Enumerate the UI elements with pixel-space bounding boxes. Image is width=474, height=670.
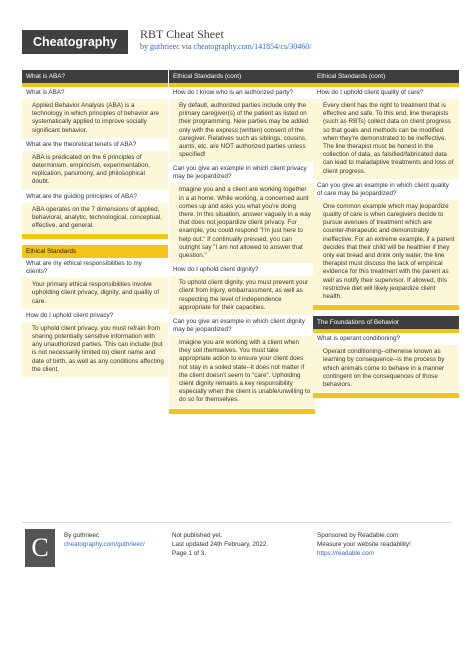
answer: ABA is predicated on the 6 principles of determinism, empiricism, experimentation, replication, parsimony, and philosophical doubt. [22,151,168,190]
section-header-ethical-standards-cont: Ethical Standards (cont) [169,70,315,87]
sheet-url-link[interactable]: cheatography.com/141854/cs/30460/ [193,42,312,51]
answer: Your primary ethical responsibilities involve upholding client privacy, dignity, and quality of care. [22,278,168,309]
question: Can you give an example in which client quality of care may be jeopardized? [317,181,449,197]
byline: by guthrieec via cheatography.com/141854/cs/30460/ [140,42,312,51]
section-header-ethical-standards-cont: Ethical Standards (cont) [313,70,459,87]
answer: Imagine you and a client are working together in a at home. While working, a concerned aunt comes up and asks you what you're doing there. In this situation, answer vaguely in a way that does not jeopardize client privacy. For example, you could respond "I'm just here to help out." If continually pressed, you can outright say "I am not allowed to answer that question." [169,183,315,263]
question: Can you give an example in which client dignity may be jeopardized? [173,318,305,334]
question: Can you give an example in which client privacy may be jeopardized? [173,165,307,181]
column-2 [169,70,315,420]
answer: Every client has the right to treatment that is effective and safe. To this end, line therapists (such as RBTs) collect data on client progress so that goals and methods can be modified when they're demonstrated to be ineffective. The line therapist must be honest in the collection of data, as falsified/fabricated data can lead to maladaptive treatments and loss of client progress. [313,99,459,179]
page-footer [22,522,452,577]
column-3 [313,70,459,404]
answer: Applied Behavior Analysis (ABA) is a technology in which principles of behavior are systematically applied to improve socially significant behavior. [22,99,168,138]
section-divider [22,234,168,239]
section-header-ethical-standards: Ethical Standards [22,245,168,258]
answer: Operant conditioning--otherwise known as learning by consequence--is the process by which animals come to behave in a manner contingent on the consequences of those behaviors. [313,345,459,392]
footer-publication: Not published yet. Last updated 24th February, 2022. Page 1 of 3. [172,532,269,557]
footer-sponsor: Sponsored by Readable.com Measure your website readability! https://readable.com [317,532,411,557]
section-divider [313,305,459,310]
question: How do I uphold client dignity? [173,266,259,274]
cheatography-logo[interactable]: Cheatography [22,30,128,54]
section-divider [169,409,315,414]
answer: By default, authorized parties include only the primary caregiver(s) of the patient as listed on their programming. New parties may be added only with the express (written) consent of the caregiver. Relatives such as siblings, cousins, aunts, etc. are NOT authorized parties unless specified! [169,99,315,162]
question: What are the theoretical tenets of ABA? [26,140,137,148]
section-divider [313,393,459,398]
column-1 [22,70,168,378]
page-title: RBT Cheat Sheet [140,27,224,41]
question: What are the guiding principles of ABA? [26,192,137,200]
answer: One common example which may jeopardize quality of care is when caregivers decide to pursue avenues of treatment which are counter-therapeutic and demonstrably ineffective. For an extreme example, if a parent decides that their child will be healthier if they only eat bread and drink only water, the line therapist must discuss the lack of empirical evidence for this treatment with the parent as well as notify their supervisor. If allowed, this restrictive diet will likely jeopardize client health. [313,200,459,304]
question: How do I uphold client quality of care? [317,89,424,96]
question: What is operant conditioning? [317,335,400,343]
section-header-what-is-aba: What is ABA? [22,70,168,87]
question: What are my ethical responsibilities to my clients? [26,260,142,276]
cheatography-c-icon: C [25,529,55,567]
answer: Imagine you are working with a client when they soil themselves. You must take appropriate action to ensure your client does not stay in a soiled state--it does not matter if the client doesn't seem to "care". Upholding client dignity remains a key responsibility especially when the client is unable/unwilling to do so for themselves. [169,336,315,408]
answer: To uphold client dignity, you must prevent your client from injury, embarrassment, as well as respecting the level of independence appropriate for their capacities. [169,276,315,315]
answer: ABA operates on the 7 dimensions of applied, behavioral, analytic, technological, conceptual, effective, and general. [22,203,168,234]
question: How do I uphold client privacy? [26,311,114,319]
footer-author: By guthrieec cheatography.com/guthrieec/ [64,532,145,548]
answer: To uphold client privacy, you must refrain from sharing potentially sensitive information with any unauthorized parties. This can include (but is not necessarily limited to) client name and date of birth, as well as any conditions affecting the client. [22,322,168,377]
author-link[interactable]: guthrieec [150,42,180,51]
sponsor-link[interactable]: https://readable.com [317,550,375,557]
question: How do I know who is an authorized party? [173,89,294,96]
page-header [0,0,474,62]
author-profile-link[interactable]: cheatography.com/guthrieec/ [64,541,145,548]
section-header-foundations-of-behavior: The Foundations of Behavior [313,316,459,333]
question: What is ABA? [26,89,65,96]
